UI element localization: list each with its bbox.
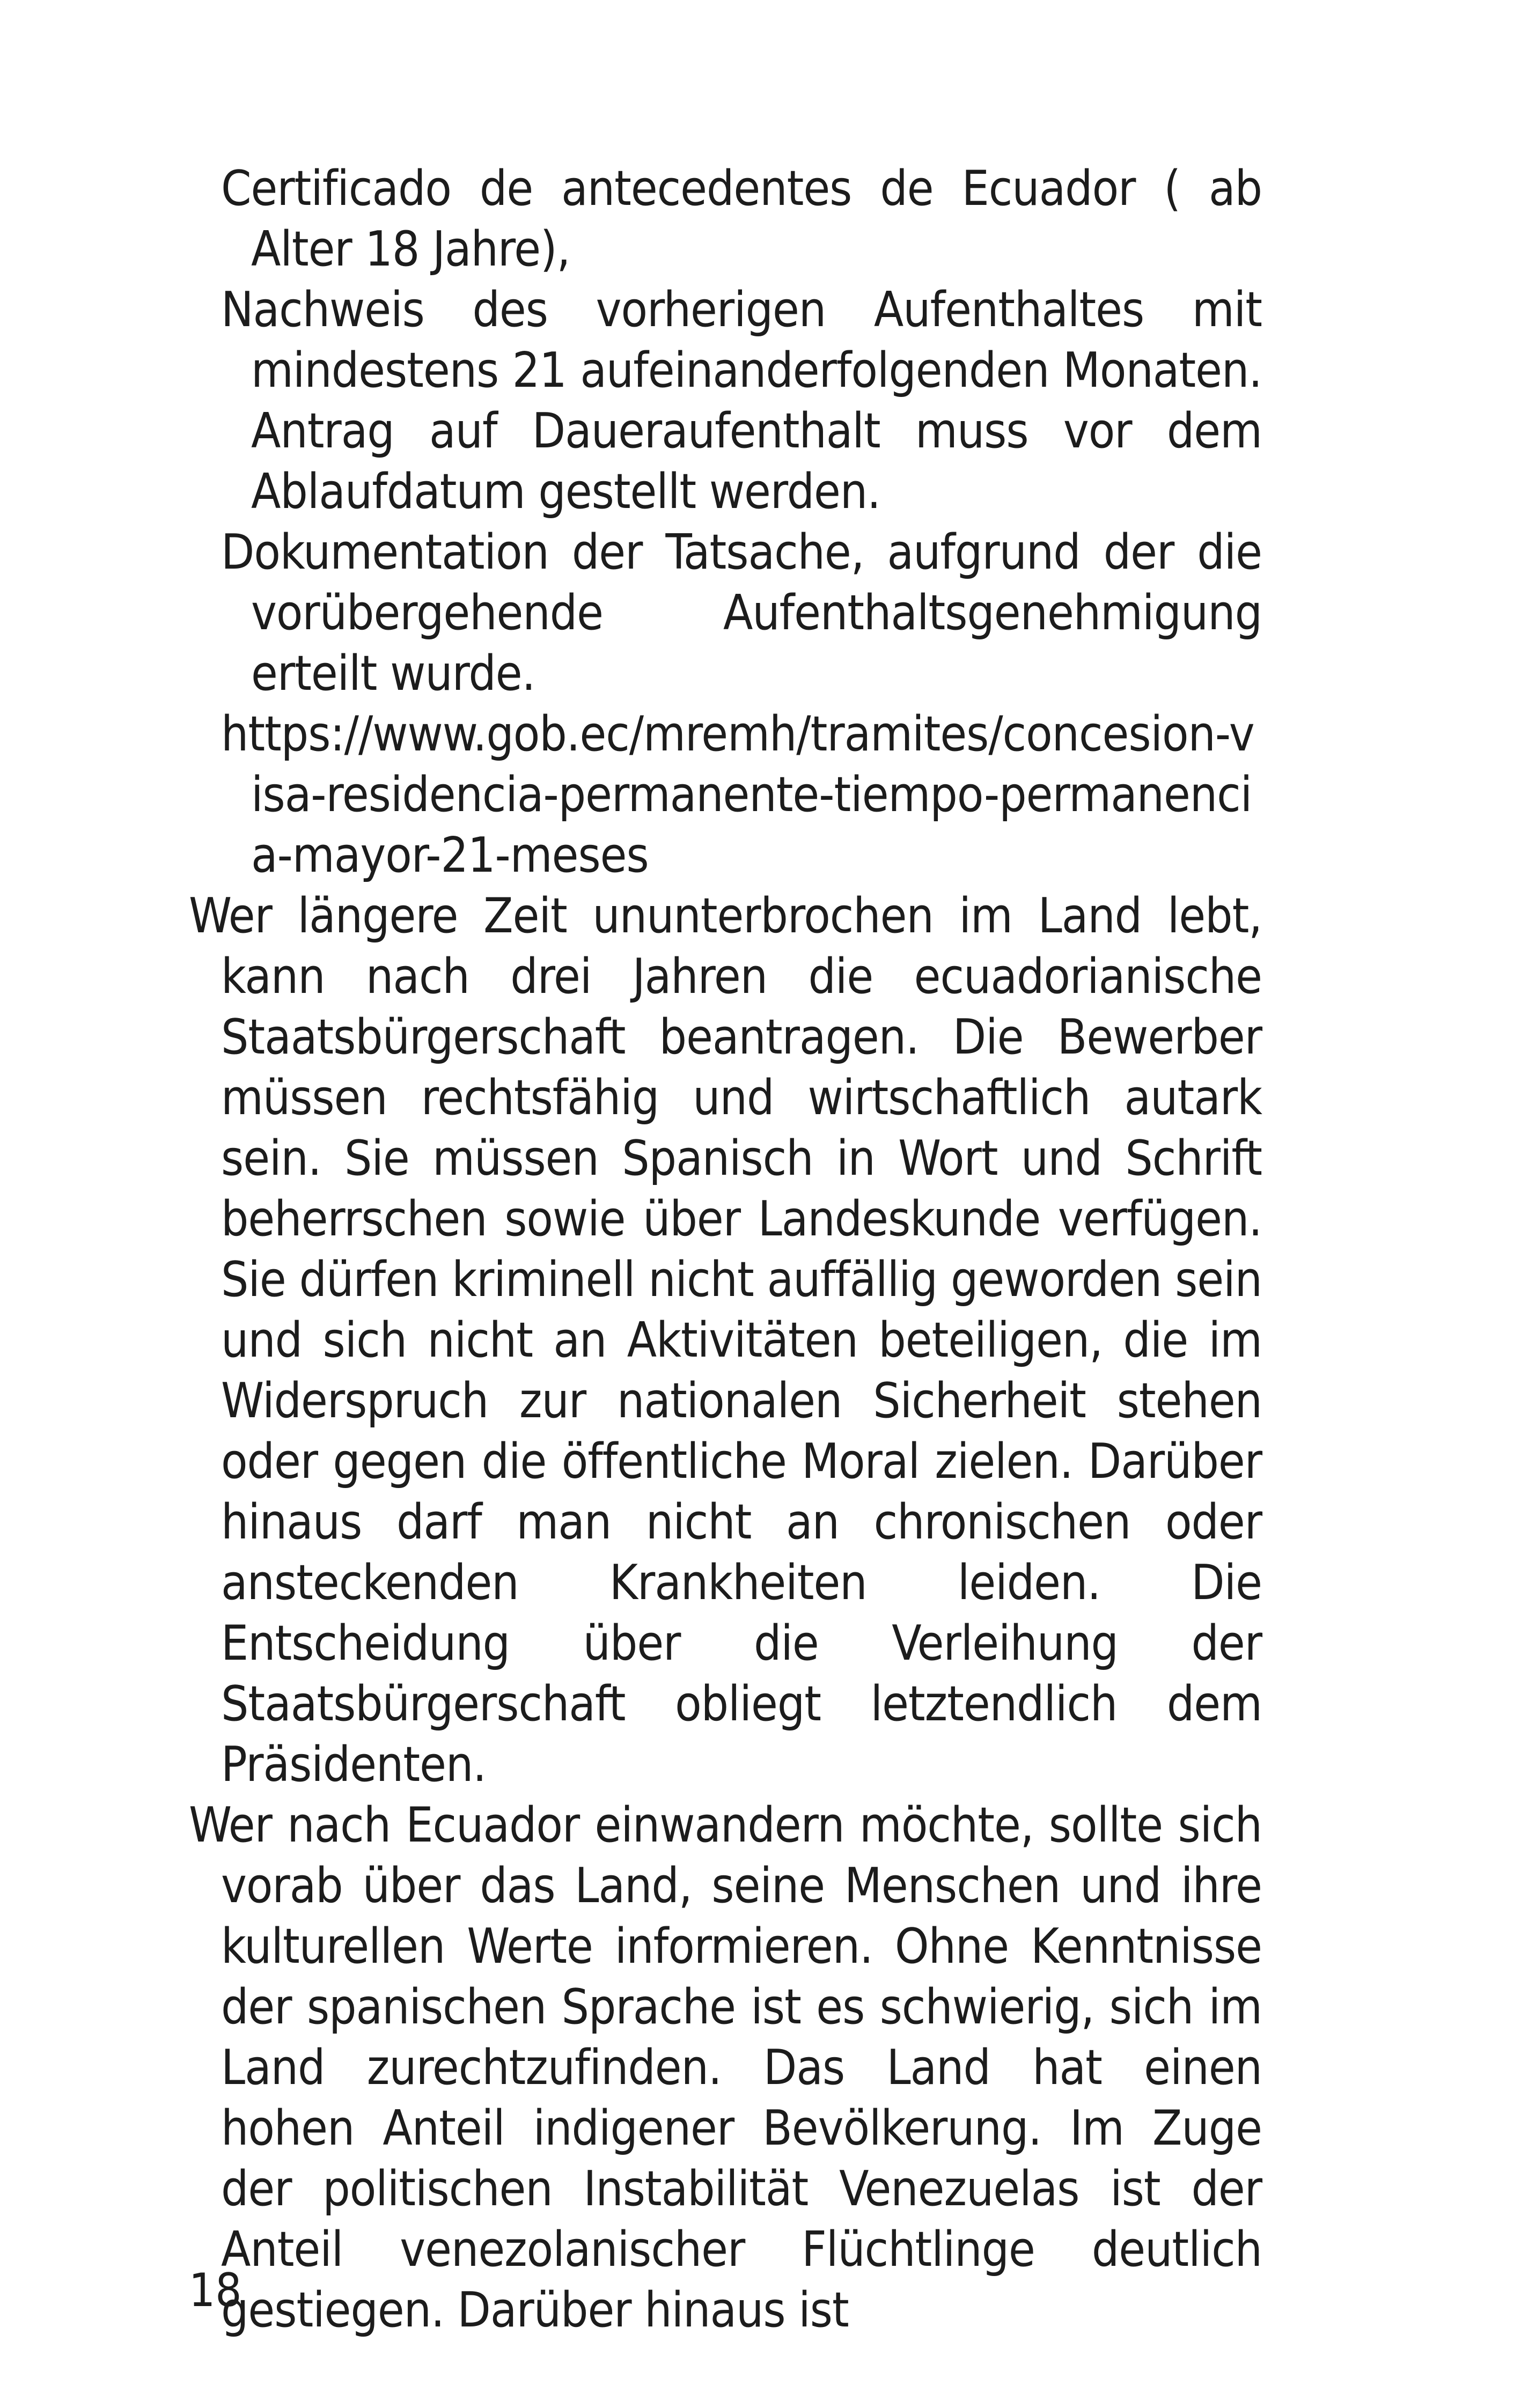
page-body bbox=[189, 158, 1262, 2340]
requirement-item-dokumentation: Dokumentation der Tatsache, aufgrund der die vorübergehende Aufenthaltsgenehmigung erteilt wurde. bbox=[221, 524, 1262, 702]
requirement-item-url: https://www.gob.ec/mremh/tramites/concesion-visa-residencia-permanente-tiempo-permanencia-mayor-21-meses bbox=[221, 706, 1254, 883]
page-number: 18 bbox=[189, 2264, 242, 2317]
paragraph-staatsbuergerschaft: Wer längere Zeit ununterbrochen im Land lebt, kann nach drei Jahren die ecuadorianische Staatsbürgerschaft beantragen. Die Bewerber müssen rechtsfähig und wirtschaftlich autark sein. Sie müssen Spanisch in Wort und Schrift beherrschen sowie über Landeskunde verfügen. Sie dürfen kriminell nicht auffällig geworden sein und sich nicht an Aktivitäten beteiligen, die im Widerspruch zur nationalen Sicherheit stehen oder gegen die öffentliche Moral zielen. Darüber hinaus darf man nicht an chronischen oder ansteckenden Krankheiten leiden. Die Entscheidung über die Verleihung der Staatsbürgerschaft obliegt letztendlich dem Präsidenten. bbox=[189, 888, 1262, 1793]
requirement-item-certificado: Certificado de antecedentes de Ecuador ( ab Alter 18 Jahre), bbox=[221, 160, 1262, 277]
paragraph-einwanderung: Wer nach Ecuador einwandern möchte, sollte sich vorab über das Land, seine Menschen und ihre kulturellen Werte informieren. Ohne Kenntnisse der spanischen Sprache ist es schwierig, sich im Land zurechtzufinden. Das Land hat einen hohen Anteil indigener Bevölkerung. Im Zuge der politischen Instabilität Venezuelas ist der Anteil venezolanischer Flüchtlinge deutlich gestiegen. Darüber hinaus ist bbox=[189, 1797, 1262, 2338]
requirement-item-nachweis: Nachweis des vorherigen Aufenthaltes mit mindestens 21 aufeinanderfolgenden Monaten. Antrag auf Daueraufenthalt muss vor dem Ablaufdatum gestellt werden. bbox=[221, 282, 1262, 520]
